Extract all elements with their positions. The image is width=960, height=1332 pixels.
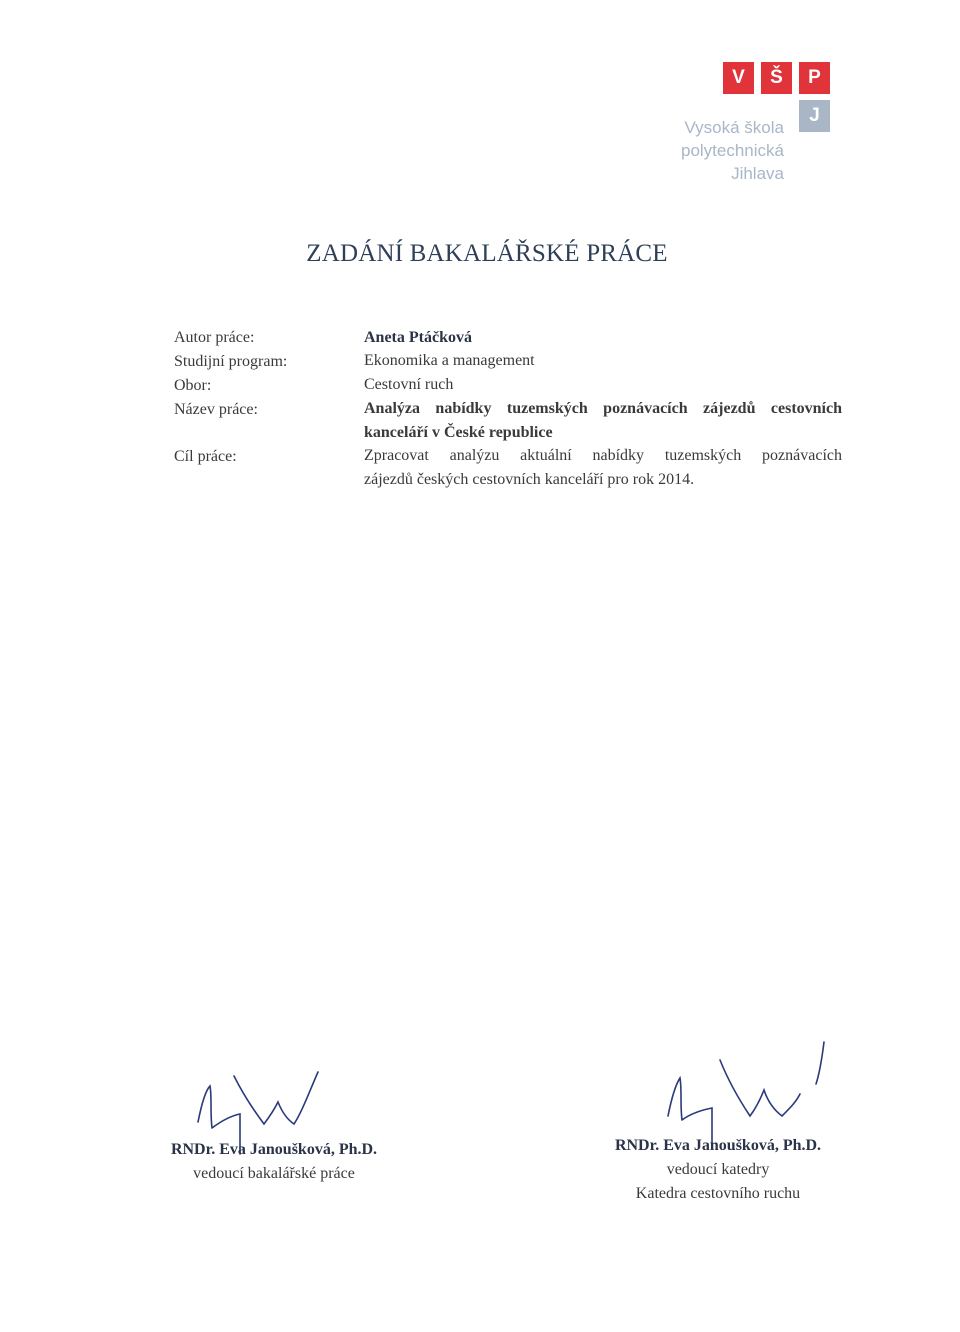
signatory-role: vedoucí bakalářské práce: [193, 1165, 355, 1182]
author-label: Autor práce:: [174, 329, 255, 346]
signatory-name: RNDr. Eva Janoušková, Ph.D.: [614, 1137, 822, 1154]
thesis-goal-line: Zpracovat analýzu aktuální nabídky tuzemských poznávacích: [364, 447, 842, 464]
author-value: Aneta Ptáčková: [364, 329, 472, 346]
department-name: Katedra cestovního ruchu: [635, 1185, 801, 1202]
signatory-role: vedoucí katedry: [666, 1161, 770, 1178]
school-name: [681, 116, 784, 185]
document-title: ZADÁNÍ BAKALÁŘSKÉ PRÁCE: [306, 240, 668, 267]
thesis-name-value: [364, 397, 842, 444]
left-signature-block: [150, 1138, 398, 1186]
school-logo: [660, 60, 840, 190]
program-label: Studijní program:: [174, 353, 288, 370]
logo-letter-v: V: [723, 62, 754, 94]
thesis-name-line: kanceláří v České republice: [364, 423, 553, 441]
school-name-line: polytechnická: [680, 141, 784, 160]
logo-letter-p: P: [799, 62, 830, 94]
school-name-line: Jihlava: [731, 164, 784, 183]
thesis-name-label: Název práce:: [174, 401, 258, 418]
thesis-name-line: Analýza nabídky tuzemských poznávacích zájezdů cestovních: [364, 400, 842, 417]
field-of-study-label: Obor:: [174, 377, 212, 394]
signatory-name: RNDr. Eva Janoušková, Ph.D.: [170, 1141, 378, 1158]
logo-letter-s: Š: [761, 62, 792, 94]
field-of-study-value: Cestovní ruch: [364, 376, 454, 393]
logo-letter-j: J: [799, 100, 830, 132]
school-name-line: Vysoká škola: [684, 118, 784, 137]
program-value: Ekonomika a management: [364, 352, 535, 369]
right-handwritten-signature: [650, 1038, 840, 1148]
right-signature-block: [588, 1134, 848, 1206]
thesis-goal-line: zájezdů českých cestovních kanceláří pro rok 2014.: [364, 470, 695, 488]
thesis-goal-value: [364, 444, 842, 491]
thesis-goal-label: Cíl práce:: [174, 448, 237, 465]
